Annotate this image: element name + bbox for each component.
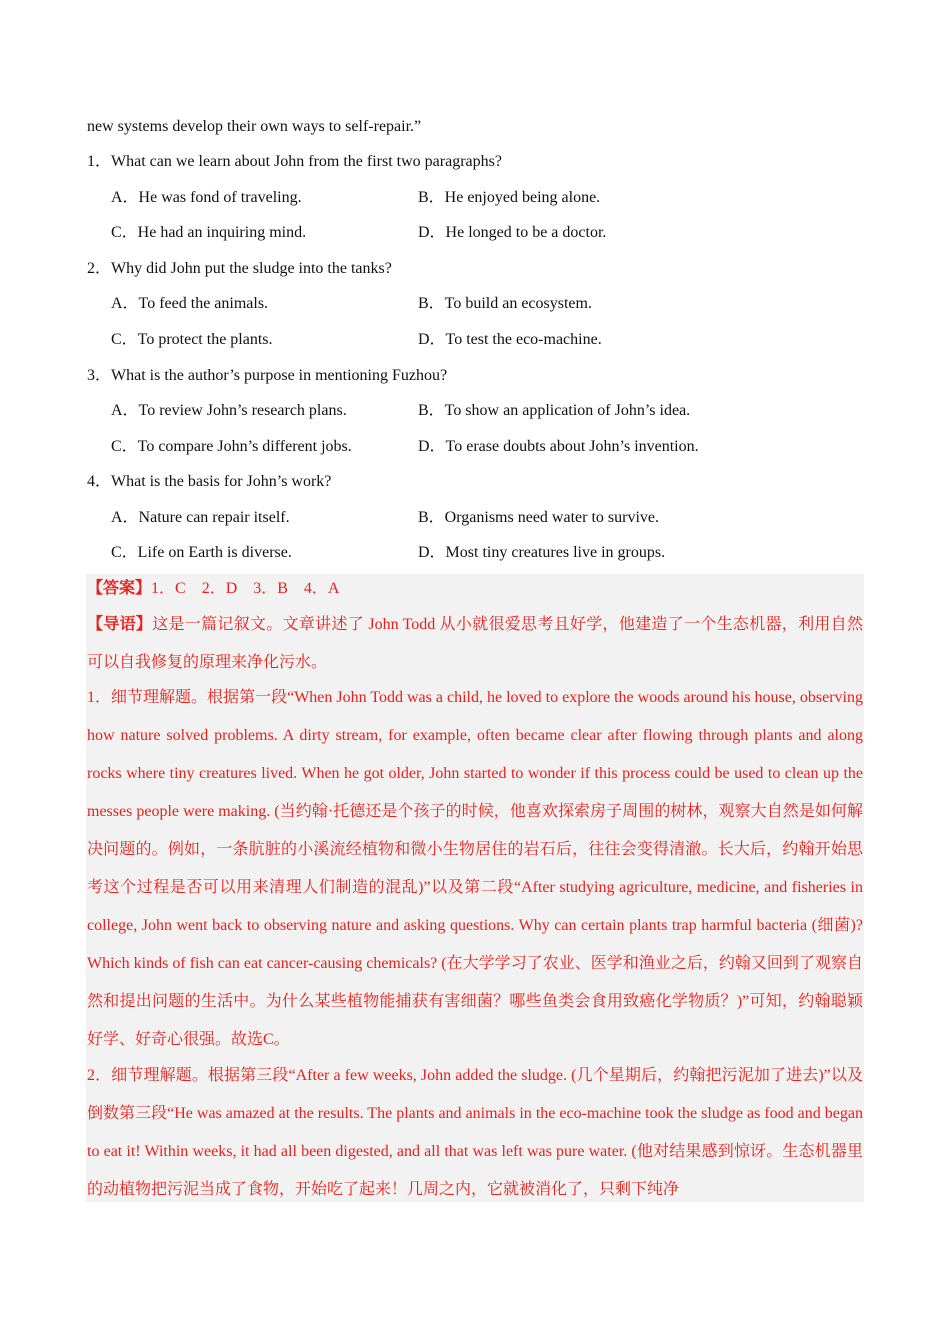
explanation-1-paragraph: 1．细节理解题。根据第一段“When John Todd was a child, he loved to explore the woods around his house, observing how nature solved problems. A dirty stream, for example, often became clear after flowing through plants and along rocks where tiny creatures lived. When he got older, John started to wonder if this process could be used to clean up the messes people were making. (当约翰·托德还是个孩子的时候，他喜欢探索房子周围的树林，观察大自然是如何解决问题的。例如，一条肮脏的小溪流经植物和微小生物居住的岩石后，往往会变得清澈。长大后，约翰开始思考这个过程是否可以用来清理人们制造的混乱)”以及第二段“After studying agriculture, medicine, and fisheries in college, John went back to observing nature and asking questions. Why can certain plants trap harmful bacteria (细菌)? Which kinds of fish can eat cancer-causing chemicals? (在大学学习了农业、医学和渔业之后，约翰又回到了观察自然和提出问题的生活中。为什么某些植物能捕获有害细菌？哪些鱼类会食用致癌化学物质？)”可知，约翰聪颖好学、好奇心很强。故选C。 — [87, 689, 863, 1048]
continued-passage-line: new systems develop their own ways to self-repair.” — [87, 118, 422, 135]
question-1-option-c: C．He had an inquiring mind. — [111, 224, 307, 241]
question-1-option-b: B．He enjoyed being alone. — [418, 189, 601, 206]
question-2-option-a: A．To feed the animals. — [111, 295, 269, 312]
question-1-stem: 1．What can we learn about John from the first two paragraphs? — [87, 153, 502, 170]
question-4-option-b: B．Organisms need water to survive. — [418, 509, 659, 526]
question-4-stem: 4．What is the basis for John’s work? — [87, 473, 332, 490]
guide-label: 【导语】 — [87, 616, 153, 633]
answer-text: 1．C 2．D 3．B 4．A — [151, 580, 340, 597]
question-2-option-c: C．To protect the plants. — [111, 331, 273, 348]
question-2-option-b: B．To build an ecosystem. — [418, 295, 592, 312]
question-3-option-a: A．To review John’s research plans. — [111, 402, 347, 419]
question-3-option-d: D．To erase doubts about John’s invention. — [418, 438, 699, 455]
question-4-option-c: C．Life on Earth is diverse. — [111, 544, 292, 561]
question-2-stem: 2．Why did John put the sludge into the tanks? — [87, 260, 392, 277]
guide-text: 这是一篇记叙文。文章讲述了 John Todd 从小就很爱思考且好学，他建造了一个生态机器，利用自然可以自我修复的原理来净化污水。 — [87, 616, 863, 671]
guide-paragraph — [87, 606, 863, 682]
explanation-2-paragraph: 2．细节理解题。根据第三段“After a few weeks, John added the sludge. (几个星期后，约翰把污泥加了进去)”以及倒数第三段“He was amazed at the results. The plants and animals in the eco-machine took the sludge as food and began to eat it! Within weeks, it had all been digested, and all that was left was pure water. (他对结果感到惊讶。生态机器里的动植物把污泥当成了食物，开始吃了起来！几周之内，它就被消化了，只剩下纯净 — [87, 1067, 863, 1198]
answer-line — [87, 579, 339, 599]
question-4-option-d: D．Most tiny creatures live in groups. — [418, 544, 666, 561]
question-4-option-a: A．Nature can repair itself. — [111, 509, 290, 526]
question-3-option-c: C．To compare John’s different jobs. — [111, 438, 352, 455]
question-1-option-d: D．He longed to be a doctor. — [418, 224, 607, 241]
question-2-option-d: D．To test the eco-machine. — [418, 331, 602, 348]
question-3-stem: 3．What is the author’s purpose in mentioning Fuzhou? — [87, 367, 448, 384]
question-3-option-b: B．To show an application of John’s idea. — [418, 402, 691, 419]
question-1-option-a: A．He was fond of traveling. — [111, 189, 302, 206]
answer-label: 【答案】 — [87, 580, 152, 597]
